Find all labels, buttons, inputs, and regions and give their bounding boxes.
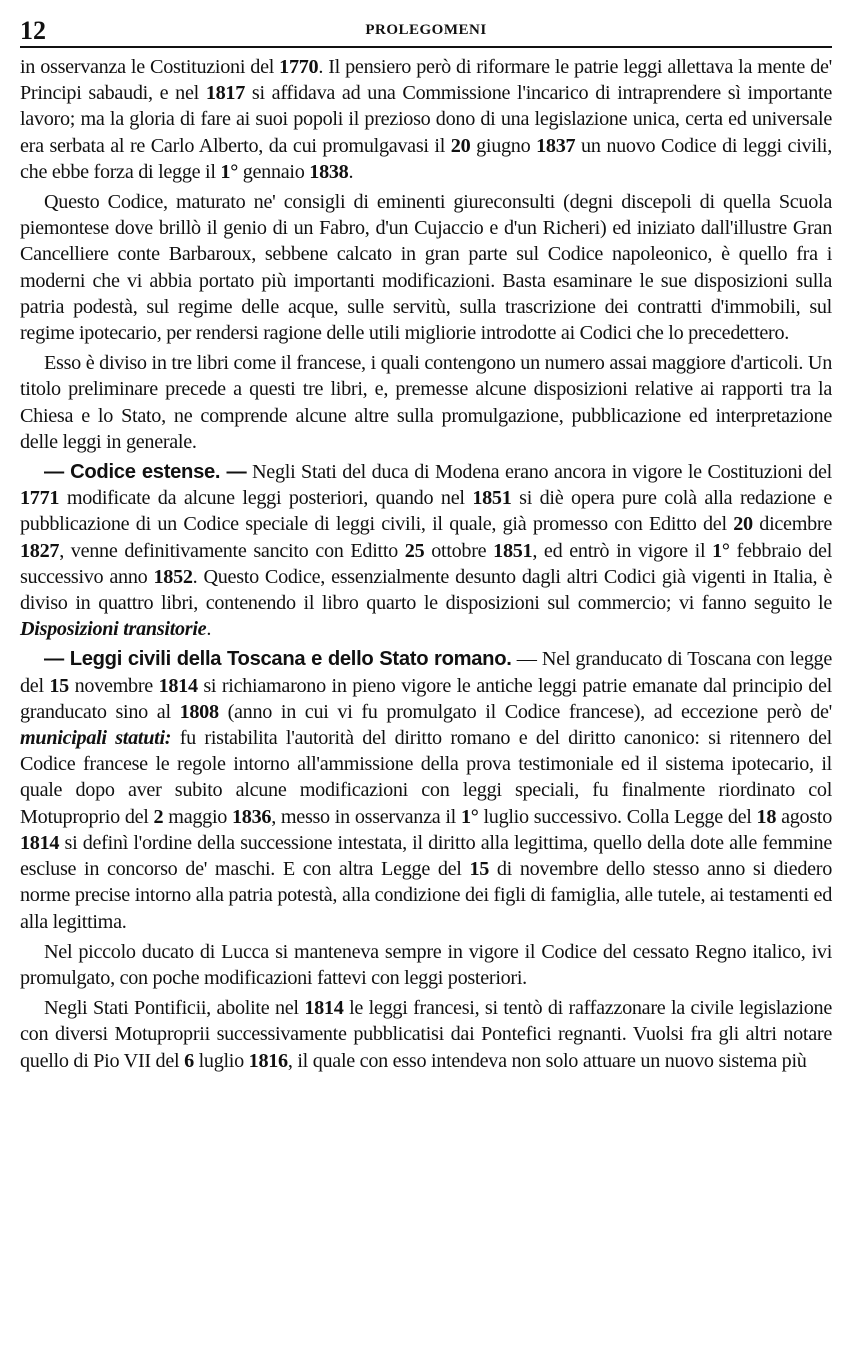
paragraph: [20, 646, 832, 934]
bold-number: 1852: [153, 565, 193, 588]
section-heading: — Leggi civili della Toscana e dello Stato romano.: [44, 648, 512, 671]
text-run: (anno in cui vi fu promulgato il Codice francese), ad eccezione però de': [218, 700, 832, 723]
text-run: si diè opera pure colà alla redazione e pubblicazione di un Codice speciale di leggi civili, il quale, già promesso con Editto del: [20, 487, 832, 536]
bold-number: 20: [733, 513, 753, 536]
paragraph: [20, 350, 832, 455]
paragraph: [20, 939, 832, 991]
text-run: — Nel granducato di Toscana con legge del: [20, 648, 832, 697]
bold-number: 1838: [309, 160, 349, 183]
text-run: . Il pensiero però di riformare le patrie leggi allettava la mente de' Principi sabaudi, e nel: [20, 56, 832, 105]
text-run: modificate da alcune leggi posteriori, quando nel: [59, 487, 473, 510]
text-run: , il quale con esso intendeva non solo attuare un nuovo sistema più: [287, 1049, 807, 1072]
text-run: gennaio: [237, 160, 310, 183]
text-run: le leggi francesi, si tentò di raffazzonare la civile legislazione con diversi Motuproprii successivamente pubblicatisi dai Pontefici regnanti. Vuolsi fra gli altri notare quello di Pio VII del: [20, 997, 832, 1072]
italic-term: Disposizioni transitorie: [20, 618, 207, 641]
bold-number: 1814: [20, 831, 60, 854]
bold-number: 18: [756, 805, 777, 828]
bold-number: 1808: [179, 700, 219, 723]
italic-term: municipali statuti:: [20, 727, 172, 750]
paragraph: [20, 459, 832, 642]
text-run: luglio successivo. Colla Legge del: [478, 805, 757, 828]
paragraph: [20, 54, 832, 185]
text-run: Questo Codice, maturato ne' consigli di eminenti giureconsulti (degni discepoli di quella Scuola piemontese dove brillò il genio di un Fabro, d'un Cujaccio e d'un Richeri) ed iniziato dall'illustre Gran Cancelliere conte Barbaroux, sebbene calcato in gran parte sul Codice napoleonico, è quello fra i moderni che vi abbia portato più importanti modificazioni. Basta esaminare le sue disposizioni sulla patria podestà, sul regime delle acque, sulle servitù, sulla trascrizione dei contratti d'immobili, sul regime ipotecario, per rendersi ragione delle utili migliorie introdotte ai Codici che lo precedettero.: [20, 191, 832, 345]
text-run: Nel piccolo ducato di Lucca si manteneva sempre in vigore il Codice del cessato Regno italico, ivi promulgato, con poche modificazioni fattevi con leggi posteriori.: [20, 940, 832, 989]
page-header: [20, 18, 832, 48]
text-run: fu ristabilita l'autorità del diritto romano e del diritto canonico: si ritennero del Codice francese le regole intorno all'ammissione della prova testimoniale ed il sistema ipotecario, il quale dopo aver subito alcune modificazioni con leggi speciali, fu finalmente riordinato col Motuproprio del: [20, 727, 832, 828]
text-run: si definì l'ordine della successione intestata, il diritto alla legittima, quello della dote alle femmine escluse in concorso de' maschi. E con altra Legge del: [20, 831, 832, 881]
bold-number: 1770: [279, 56, 319, 78]
bold-number: 15: [49, 674, 69, 697]
text-run: , ed entrò in vigore il: [532, 539, 713, 562]
bold-number: 1816: [248, 1049, 288, 1072]
paragraph: [20, 995, 832, 1074]
body-text: [20, 54, 832, 1074]
bold-number: 1837: [536, 134, 576, 157]
bold-number: 1°: [460, 805, 479, 828]
bold-number: 15: [469, 858, 490, 881]
bold-number: 1817: [205, 82, 246, 105]
text-run: , messo in osservanza il: [271, 805, 461, 828]
text-run: .: [206, 618, 212, 641]
text-run: , venne definitivamente sancito con Editto: [59, 539, 405, 562]
text-run: dicembre: [752, 513, 832, 536]
text-run: agosto: [776, 805, 832, 828]
text-run: maggio: [163, 805, 232, 828]
text-run: febbraio del successivo anno: [20, 539, 832, 588]
text-run: si richiamarono in pieno vigore le antiche leggi patrie emanate dal principio del granducato sino al: [20, 674, 832, 723]
text-run: . Questo Codice, essenzialmente desunto dagli altri Codici già vigenti in Italia, è diviso in quattro libri, contenendo il libro quarto le disposizioni sul commercio; vi fanno seguito le: [20, 565, 833, 615]
bold-number: 20: [450, 134, 471, 157]
running-head: PROLEGOMENI: [365, 22, 487, 38]
bold-number: 1851: [493, 539, 533, 562]
section-heading: — Codice estense. —: [44, 461, 247, 484]
bold-number: 1814: [304, 997, 344, 1020]
bold-number: 1827: [20, 539, 60, 562]
text-run: novembre: [68, 674, 159, 697]
text-run: un nuovo Codice di leggi civili, che ebbe forza di legge il: [20, 134, 832, 183]
text-run: Negli Stati Pontificii, abolite nel: [44, 997, 305, 1020]
bold-number: 2: [153, 805, 164, 828]
text-run: luglio: [193, 1049, 249, 1072]
bold-number: 1814: [158, 674, 198, 697]
bold-number: 1771: [20, 487, 60, 510]
text-run: Esso è diviso in tre libri come il francese, i quali contengono un numero assai maggiore d'articoli. Un titolo preliminare precede a questi tre libri, e, premesse alcune disposizioni relative ai rapporti tra la Chiesa e lo Stato, ne comprende alcune altre sulla promulgazione, pubblicazione ed interpretazione delle leggi in generale.: [20, 352, 832, 453]
bold-number: 1°: [220, 160, 238, 183]
bold-number: 1836: [232, 805, 272, 828]
text-run: di novembre dello stesso anno si diedero norme precise intorno alla patria potestà, alla condizione dei figli di famiglia, alle tutele, ai testamenti ed alla legittima.: [20, 858, 832, 933]
page-number: 12: [20, 16, 46, 45]
bold-number: 25: [404, 539, 425, 562]
bold-number: 1851: [472, 487, 512, 510]
bold-number: 1°: [712, 539, 730, 562]
bold-number: 6: [184, 1049, 194, 1072]
paragraph: [20, 189, 832, 346]
text-run: si affidava ad una Commissione l'incarico di intraprendere sì importante lavoro; ma la gloria di fare ai suoi popoli il prezioso dono di una legislazione unica, certa ed universale era serbata al re Carlo Alberto, da cui promulgavasi il: [20, 82, 833, 157]
text-run: Negli Stati del duca di Modena erano ancora in vigore le Costituzioni del: [246, 461, 832, 484]
text-run: .: [348, 160, 354, 183]
text-run: in osservanza le Costituzioni del: [20, 56, 280, 78]
text-run: giugno: [470, 134, 537, 157]
text-run: ottobre: [424, 539, 494, 562]
